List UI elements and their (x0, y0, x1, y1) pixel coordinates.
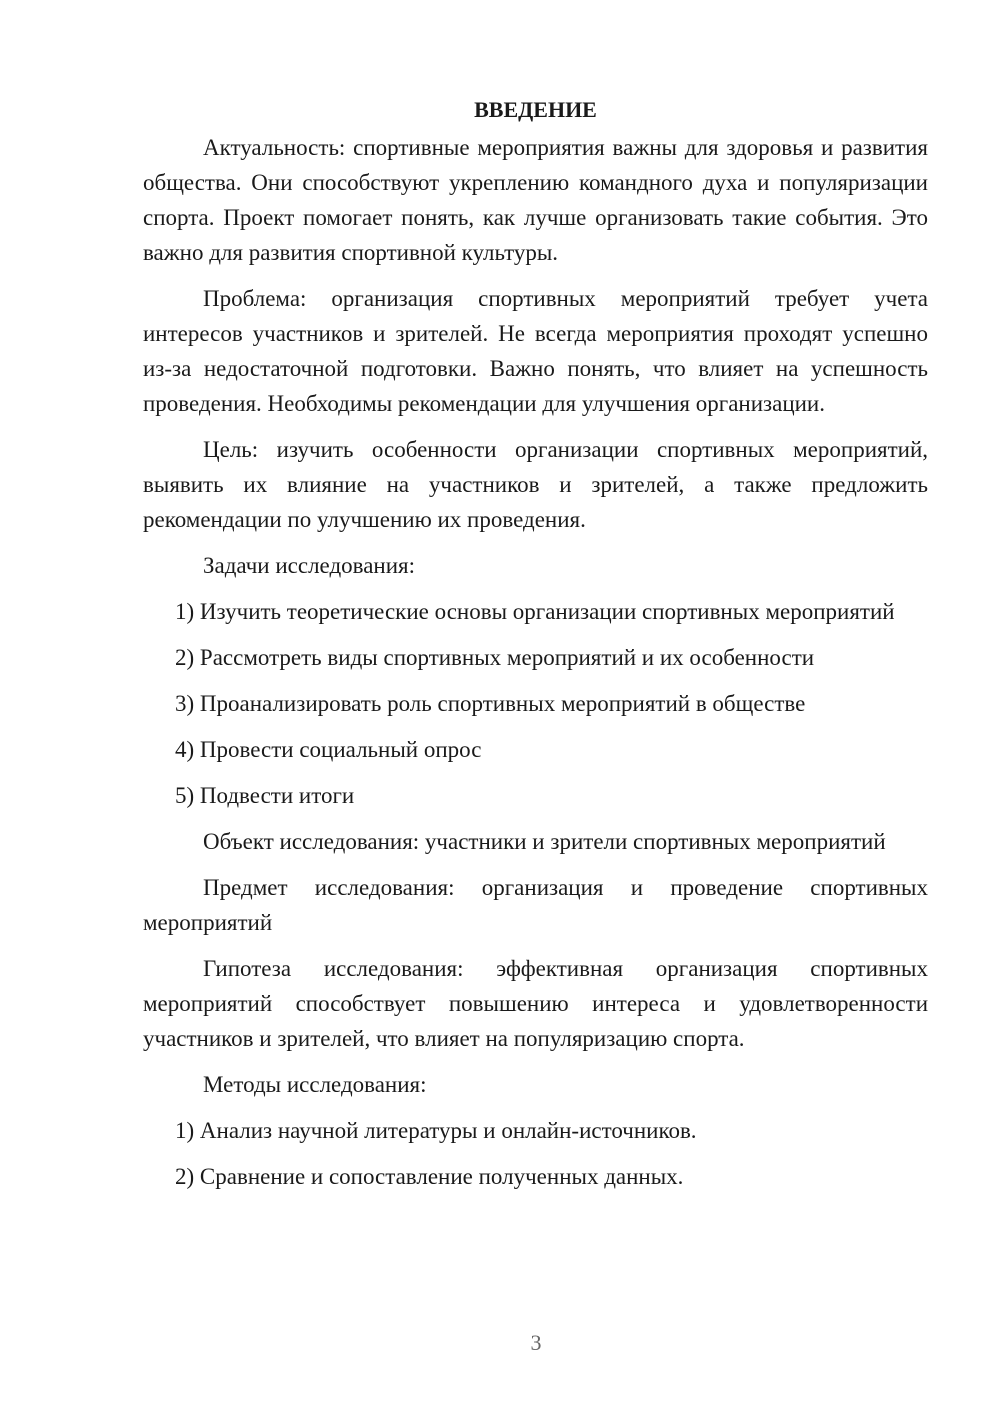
methods-heading: Методы исследования: (203, 1072, 427, 1097)
task-item: 3) Проанализировать роль спортивных мероприятий в обществе (175, 691, 806, 716)
method-item: 1) Анализ научной литературы и онлайн-источников. (175, 1118, 697, 1143)
tasks-heading: Задачи исследования: (203, 553, 416, 578)
hypothesis-paragraph: Гипотеза исследования: эффективная организация спортивных мероприятий способствует повышению интереса и удовлетворенности участников и зрителей, что влияет на популяризацию спорта. (143, 956, 928, 1051)
object-paragraph: Объект исследования: участники и зрители спортивных мероприятий (203, 829, 886, 854)
subject-paragraph: Предмет исследования: организация и проведение спортивных мероприятий (143, 875, 928, 935)
relevance-paragraph: Актуальность: спортивные мероприятия важны для здоровья и развития общества. Они способствуют укреплению командного духа и популяризации спорта. Проект помогает понять, как лучше организовать такие события. Это важно для развития спортивной культуры. (143, 135, 928, 265)
method-item: 2) Сравнение и сопоставление полученных данных. (175, 1164, 684, 1189)
goal-paragraph: Цель: изучить особенности организации спортивных мероприятий, выявить их влияние на участников и зрителей, а также предложить рекомендации по улучшению их проведения. (143, 437, 928, 532)
task-item: 1) Изучить теоретические основы организации спортивных мероприятий (175, 599, 895, 624)
task-item: 4) Провести социальный опрос (175, 737, 482, 762)
task-item: 2) Рассмотреть виды спортивных мероприятий и их особенности (175, 645, 815, 670)
page-title: ВВЕДЕНИЕ (474, 97, 597, 122)
page-number: 3 (530, 1330, 542, 1355)
document-page (143, 92, 928, 1205)
task-item: 5) Подвести итоги (175, 783, 355, 808)
problem-paragraph: Проблема: организация спортивных мероприятий требует учета интересов участников и зрителей. Не всегда мероприятия проходят успешно из-за недостаточной подготовки. Важно понять, что влияет на успешность проведения. Необходимы рекомендации для улучшения организации. (143, 286, 928, 416)
